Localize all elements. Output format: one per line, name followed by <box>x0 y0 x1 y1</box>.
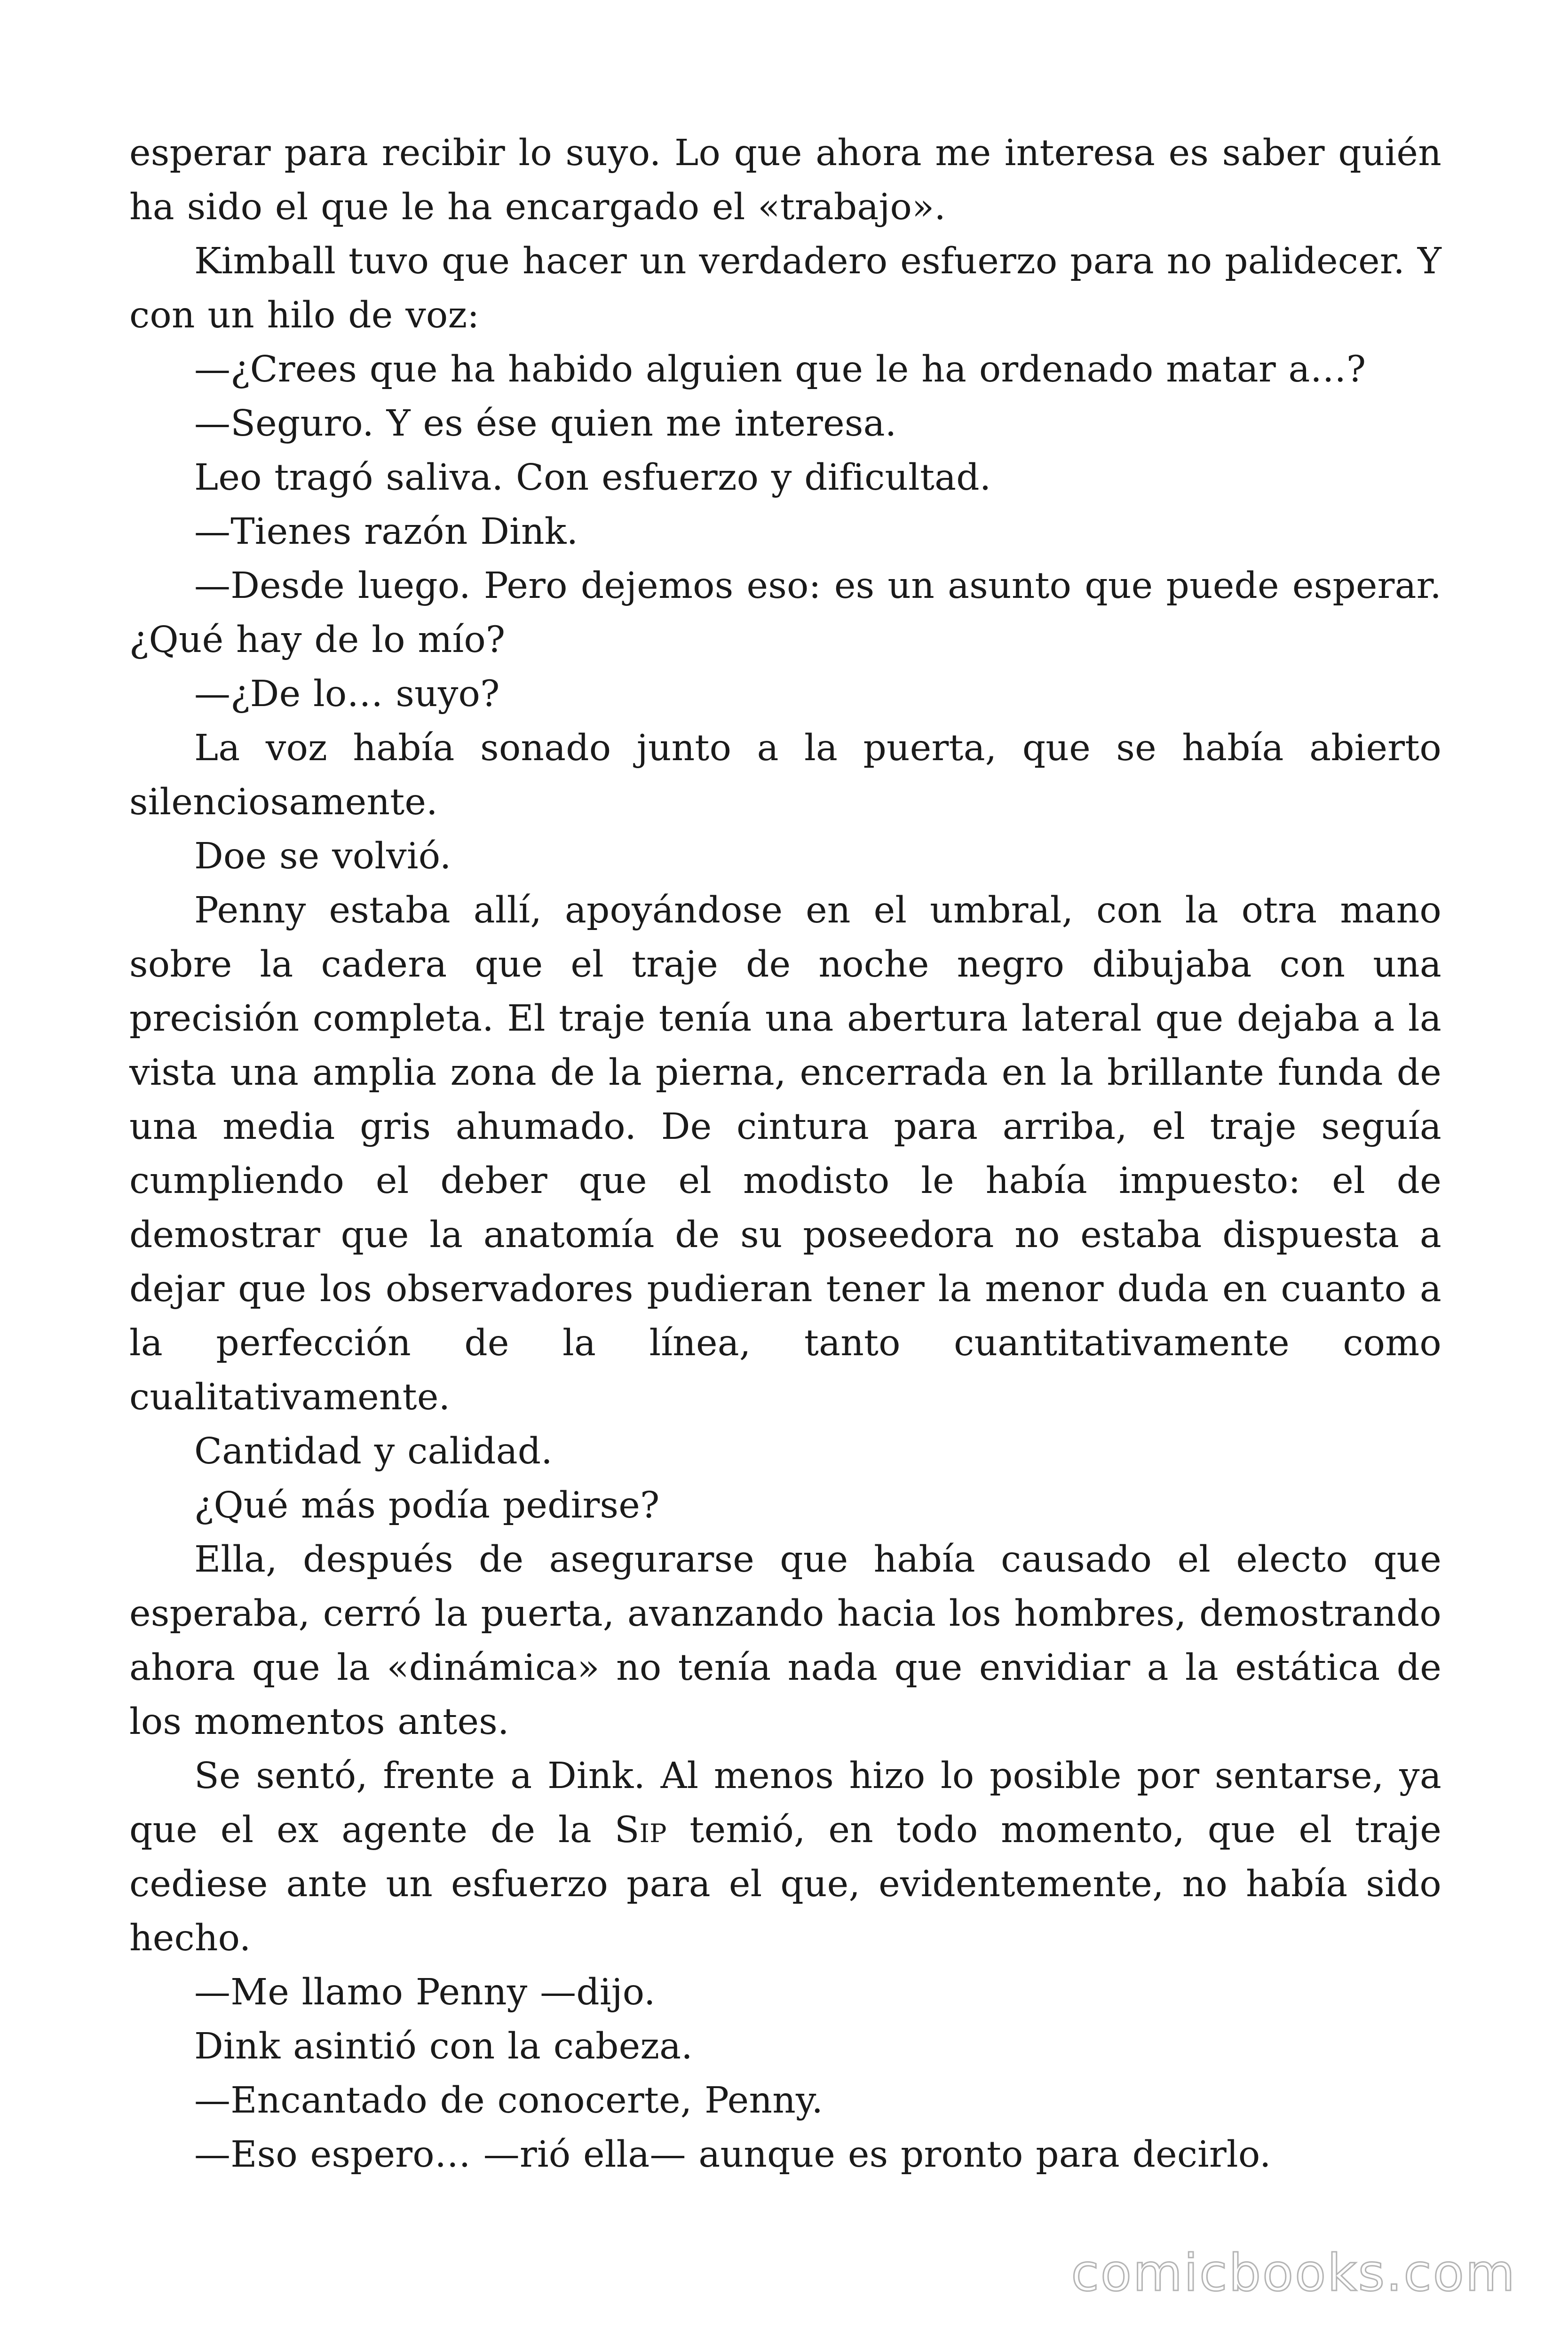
paragraph: Ella, después de asegurarse que había causado el electo que esperaba, cerró la puerta, avanzando hacia los hombres, demostrando ahora que la «dinámica» no tenía nada que envidiar a la estática de los momentos antes. <box>129 1539 1441 1743</box>
watermark: comicbooks.com <box>1071 2244 1516 2303</box>
paragraph: Kimball tuvo que hacer un verdadero esfuerzo para no palidecer. Y con un hilo de voz: <box>129 240 1441 336</box>
paragraph: Dink asintió con la cabeza. <box>194 2026 693 2067</box>
paragraph-part: temió, en todo momento, que el traje cediese ante un esfuerzo para el que, evidentemente, no había sido hecho. <box>129 1809 1441 1959</box>
paragraph: Cantidad y calidad. <box>194 1430 553 1472</box>
dialogue-line: —¿Crees que ha habido alguien que le ha ordenado matar a…? <box>194 349 1366 390</box>
dialogue-line: —Desde luego. Pero dejemos eso: es un asunto que puede esperar. ¿Qué hay de lo mío? <box>129 565 1441 661</box>
dialogue-line: —Seguro. Y es ése quien me interesa. <box>194 403 897 445</box>
dialogue-line: —Tienes razón Dink. <box>194 511 578 553</box>
paragraph-part: Se sentó, frente a Dink. Al menos hizo lo posible por sentarse, ya que el ex agente de la <box>129 1755 1441 1851</box>
paragraph <box>129 1749 1441 1965</box>
paragraph: ¿Qué más podía pedirse? <box>194 1485 660 1526</box>
paragraph: Leo tragó saliva. Con esfuerzo y dificultad. <box>194 457 991 499</box>
dialogue-line: —Encantado de conocerte, Penny. <box>194 2080 824 2122</box>
paragraph: La voz había sonado junto a la puerta, que se había abierto silenciosamente. <box>129 727 1441 823</box>
dialogue-line: —Eso espero… —rió ella— aunque es pronto para decirlo. <box>194 2134 1271 2176</box>
dialogue-line: —Me llamo Penny —dijo. <box>194 1971 656 2013</box>
paragraph: Doe se volvió. <box>194 835 451 877</box>
page-body <box>129 126 1441 2182</box>
paragraph: Penny estaba allí, apoyándose en el umbral, con la otra mano sobre la cadera que el traje de noche negro dibujaba con una precisión completa. El traje tenía una abertura lateral que dejaba a la vista una amplia zona de la pierna, encerrada en la brillante funda de una media gris ahumado. De cintura para arriba, el traje seguía cumpliendo el deber que el modisto le había impuesto: el de demostrar que la anatomía de su poseedora no estaba dispuesta a dejar que los observadores pudieran tener la menor duda en cuanto a la perfección de la línea, tanto cuantitativamente como cualitativamente. <box>129 890 1441 1418</box>
dialogue-line: —¿De lo… suyo? <box>194 673 500 715</box>
paragraph: esperar para recibir lo suyo. Lo que ahora me interesa es saber quién ha sido el que le ha encargado el «trabajo». <box>129 132 1441 228</box>
agency-acronym: Sip <box>614 1809 667 1851</box>
